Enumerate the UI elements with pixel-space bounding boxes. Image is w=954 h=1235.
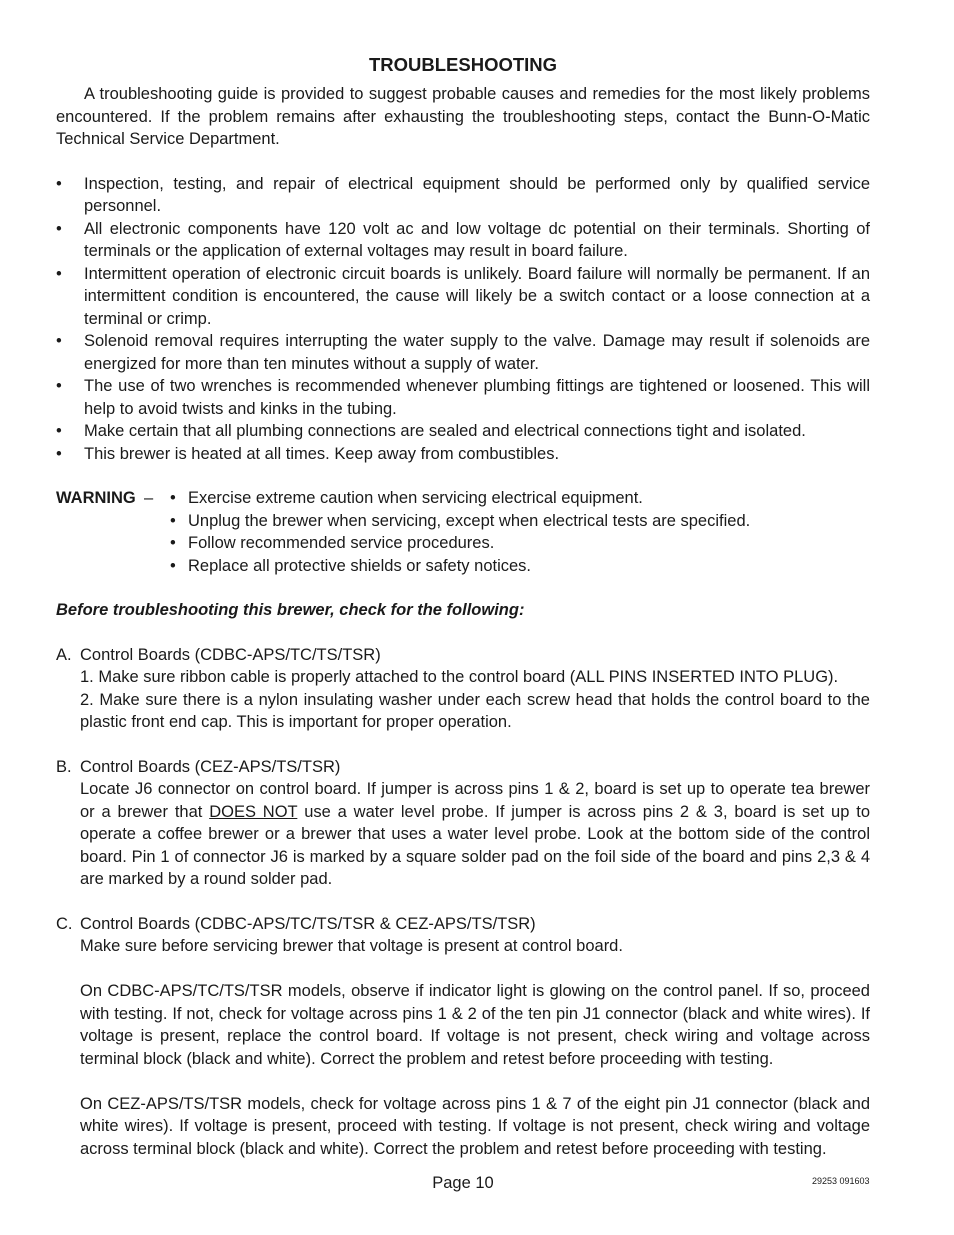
list-item-text: Inspection, testing, and repair of electrical equipment should be performed only by qualified service personnel. bbox=[84, 174, 870, 215]
warning-item bbox=[170, 555, 870, 578]
paragraph-spacer bbox=[80, 1070, 870, 1093]
section-step: 2. Make sure there is a nylon insulating washer under each screw head that holds the control board to the plastic front end cap. This is important for proper operation. bbox=[80, 690, 870, 731]
paragraph-spacer bbox=[80, 958, 870, 981]
warning-item bbox=[170, 487, 870, 510]
warning-label: WARNING bbox=[56, 489, 136, 507]
warning-item bbox=[170, 532, 870, 555]
warning-item-text: Follow recommended service procedures. bbox=[188, 534, 495, 552]
section-heading: Control Boards (CEZ-APS/TS/TSR) bbox=[80, 757, 341, 776]
paragraph-text: use a water level probe. If jumper is across pins 2 & 3, board is set up to operate a coffee brewer or a brewer that uses a water level probe. Look at the bottom side of the control board. Pin 1 of connector J6 is marked by a square solder pad on the foil side of the board and pins 2,3 & 4 are marked by a round solder pad. bbox=[80, 802, 870, 888]
section-b-control-boards bbox=[56, 756, 870, 891]
list-item bbox=[56, 263, 870, 331]
section-paragraph: On CDBC-APS/TC/TS/TSR models, observe if indicator light is glowing on the control panel. If so, proceed with testing. If not, check for voltage across pins 1 & 2 of the ten pin J1 connector (black and white wires). If voltage is present, replace the control board. If voltage is not present, check wiring and voltage across terminal block (black and white). Correct the problem and retest before proceeding with testing. bbox=[80, 982, 870, 1068]
underlined-text: DOES NOT bbox=[209, 802, 298, 821]
list-item-text: This brewer is heated at all times. Keep away from combustibles. bbox=[84, 444, 560, 463]
section-letter: A. bbox=[56, 645, 72, 664]
section-heading: Control Boards (CDBC-APS/TC/TS/TSR) bbox=[80, 645, 381, 664]
section-a-control-boards bbox=[56, 644, 870, 734]
warning-item-text: Unplug the brewer when servicing, except when electrical tests are specified. bbox=[188, 511, 751, 530]
bullet-icon: • bbox=[170, 556, 176, 575]
intro-paragraph: A troubleshooting guide is provided to suggest probable causes and remedies for the most likely problems encountered. If the problem remains after exhausting the troubleshooting steps, contact the Bunn-O-Matic Technical Service Department. bbox=[56, 85, 870, 148]
warning-item-text: Exercise extreme caution when servicing electrical equipment. bbox=[188, 489, 643, 507]
bullet-icon: • bbox=[56, 174, 62, 193]
document-page bbox=[56, 50, 870, 1160]
section-heading: Control Boards (CDBC-APS/TC/TS/TSR & CEZ-APS/TS/TSR) bbox=[80, 914, 536, 933]
bullet-icon: • bbox=[56, 332, 62, 350]
paragraph-text: Locate J6 connector on control board. If jumper is across pins 1 & 2, board is set up to operate tea brewer or a brewer that bbox=[80, 780, 870, 821]
bullet-icon: • bbox=[170, 534, 176, 552]
document-code: 29253 091603 bbox=[812, 1176, 870, 1186]
warning-list bbox=[56, 487, 870, 577]
list-item bbox=[56, 330, 870, 375]
section-paragraph: Make sure before servicing brewer that voltage is present at control board. bbox=[80, 937, 623, 955]
section-step: 1. Make sure ribbon cable is properly attached to the control board (ALL PINS INSERTED INTO PLUG). bbox=[80, 668, 839, 686]
section-paragraph bbox=[80, 778, 870, 891]
list-item bbox=[56, 218, 870, 263]
warning-dash: – bbox=[144, 489, 154, 507]
bullet-icon: • bbox=[56, 444, 62, 463]
warning-item bbox=[170, 510, 870, 533]
list-item-text: Intermittent operation of electronic circuit boards is unlikely. Board failure will normally be permanent. If an intermittent condition is encountered, the cause will likely be a switch contact or a loose connection at a terminal or crimp. bbox=[84, 264, 870, 328]
list-item-text: Make certain that all plumbing connections are sealed and electrical connections tight and isolated. bbox=[84, 422, 806, 440]
section-paragraph: On CEZ-APS/TS/TSR models, check for voltage across pins 1 & 7 of the eight pin J1 connector (black and white wires). If voltage is present, proceed with testing. If voltage is not present, check wiring and voltage across terminal block (black and white). Correct the problem and retest before proceeding with testing. bbox=[80, 1094, 870, 1158]
page-title: TROUBLESHOOTING bbox=[368, 54, 558, 75]
bullet-icon: • bbox=[56, 422, 62, 440]
section-letter: C. bbox=[56, 914, 73, 933]
list-item-text: All electronic components have 120 volt ac and low voltage dc potential on their terminals. Shorting of terminals or the application of external voltages may result in board failure. bbox=[84, 219, 870, 260]
section-c-control-boards bbox=[56, 913, 870, 1161]
list-item-text: Solenoid removal requires interrupting the water supply to the valve. Damage may result if solenoids are energized for more than ten minutes without a supply of water. bbox=[84, 332, 870, 373]
list-item bbox=[56, 173, 870, 218]
bullet-icon: • bbox=[56, 264, 62, 283]
list-item bbox=[56, 375, 870, 420]
bullet-icon: • bbox=[170, 489, 176, 507]
warning-block bbox=[56, 487, 870, 577]
page-number: Page 10 bbox=[432, 1174, 494, 1192]
list-item bbox=[56, 443, 870, 466]
bullet-icon: • bbox=[170, 511, 176, 530]
warning-item-text: Replace all protective shields or safety notices. bbox=[188, 556, 532, 575]
list-item bbox=[56, 420, 870, 443]
list-item-text: The use of two wrenches is recommended whenever plumbing fittings are tightened or loosened. This will help to avoid twists and kinks in the tubing. bbox=[84, 377, 870, 418]
bullet-icon: • bbox=[56, 219, 62, 238]
section-letter: B. bbox=[56, 757, 72, 776]
bullet-icon: • bbox=[56, 377, 62, 395]
before-troubleshooting-heading: Before troubleshooting this brewer, check for the following: bbox=[56, 601, 525, 619]
safety-bullet-list bbox=[56, 173, 870, 466]
